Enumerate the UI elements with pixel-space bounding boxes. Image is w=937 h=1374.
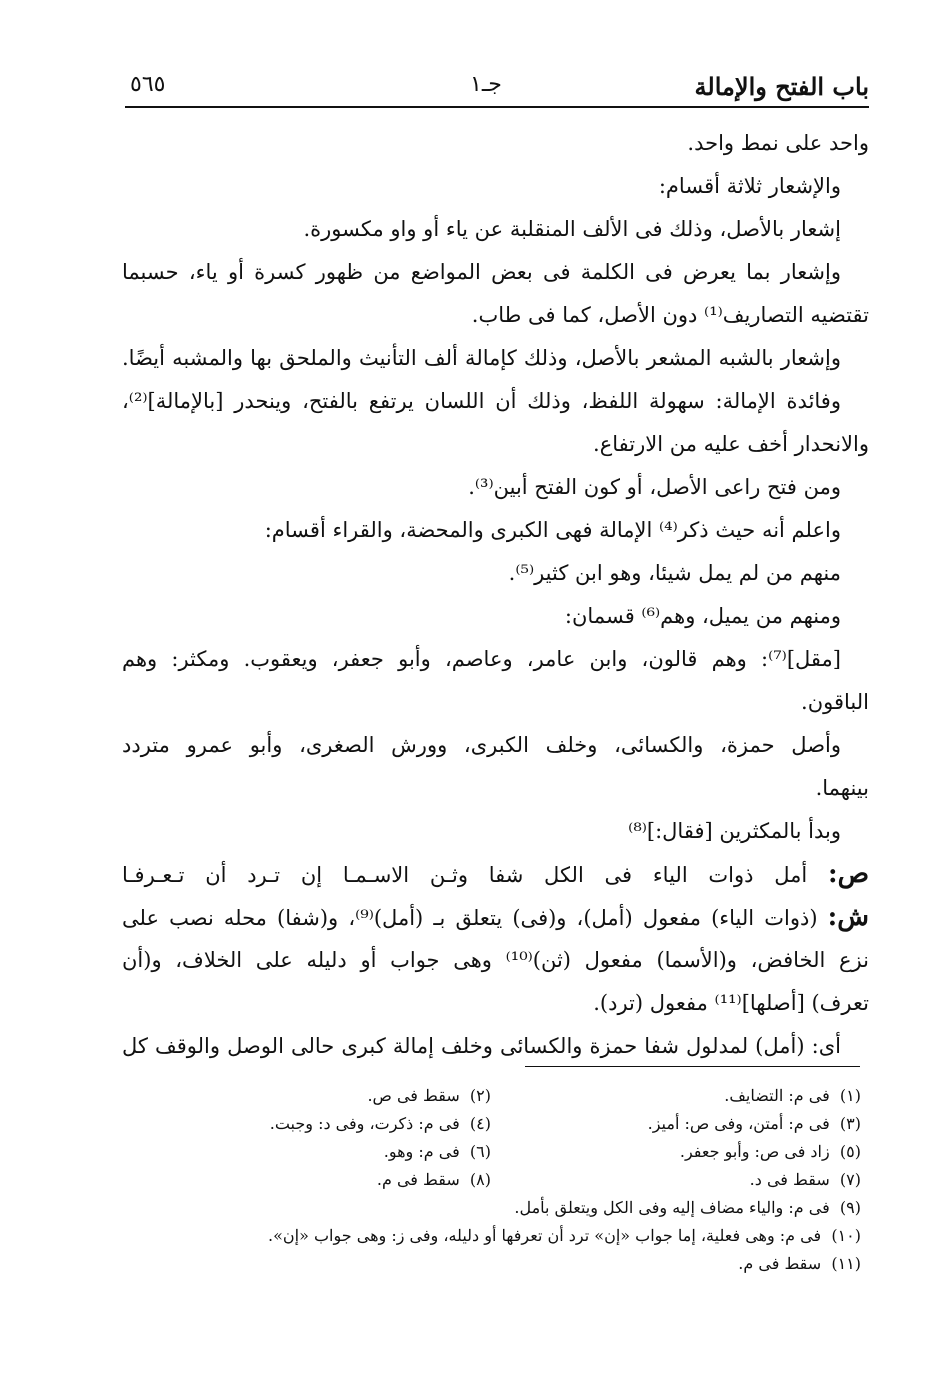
footnote-row — [160, 1222, 861, 1250]
volume-label: جـ١ — [470, 72, 502, 97]
text-line: وإشعار بالشبه المشعر بالأصل، وذلك كإمالة ألف التأنيث والملحق بها والمشبه أيضًا. — [122, 346, 841, 370]
commentary-text: (ذوات الياء) مفعول (أمل)، و(فى) يتعلق بـ (أمل)⁽⁹⁾، و(شفا) محله نصب على — [122, 906, 818, 930]
main-text — [122, 122, 869, 1068]
text-line: والانحدار أخف عليه من الارتفاع. — [593, 432, 869, 456]
text-line: بينهما. — [815, 776, 869, 800]
footnote: (٨) سقط فى م. — [376, 1170, 491, 1189]
text-line: ومنهم من يميل، وهم⁽⁶⁾ قسمان: — [564, 604, 841, 628]
footnote: (٧) سقط فى د. — [749, 1170, 861, 1189]
footnotes — [160, 1082, 861, 1278]
text-line: أى: (أمل) لمدلول شفا حمزة والكسائى وخلف إمالة كبرى حالى الوصل والوقف كل — [122, 1034, 841, 1058]
footnote: (١) فى م: التضايف. — [724, 1086, 861, 1105]
footnote: (٥) زاد فى ص: وأبو جعفر. — [679, 1142, 861, 1161]
verse-marker: ص: — [827, 859, 869, 889]
text-line: والإشعار ثلاثة أقسام: — [658, 174, 841, 198]
footnote-row — [160, 1194, 861, 1222]
text-line: وبدأ بالمكثرين [فقال:]⁽⁸⁾ — [628, 819, 841, 843]
text-line: ومن فتح راعى الأصل، أو كون الفتح أبين⁽³⁾. — [468, 475, 841, 499]
text-line: تقتضيه التصاريف⁽¹⁾ دون الأصل، كما فى طاب. — [471, 303, 869, 327]
footnote-row — [160, 1110, 861, 1138]
footnote: (١١) سقط فى م. — [738, 1254, 861, 1273]
footnote: (٤) فى م: ذكرت، وفى د: وجبت. — [269, 1114, 491, 1133]
commentary-line — [122, 896, 869, 939]
footnote: (٣) فى م: أمتن، وفى ص: أميز. — [647, 1114, 861, 1133]
chapter-title: باب الفتح والإمالة — [694, 72, 869, 101]
page-number: ٥٦٥ — [130, 72, 166, 97]
verse-line — [122, 853, 869, 896]
footnote: (٦) فى م: وهو. — [383, 1142, 491, 1161]
footnote: (٩) فى م: والياء مضاف إليه وفى الكل ويتعلق بأمل. — [514, 1198, 861, 1217]
commentary-marker: ش: — [827, 902, 869, 932]
text-line: [مقل]⁽⁷⁾: وهم قالون، وابن عامر، وعاصم، وأبو جعفر، ويعقوب. ومكثر: وهم — [122, 647, 841, 671]
footnote-rule — [525, 1066, 860, 1067]
text-line: وأصل حمزة، والكسائى، وخلف الكبرى، وورش الصغرى، وأبو عمرو متردد — [122, 733, 841, 757]
text-line: وفائدة الإمالة: سهولة اللفظ، وذلك أن اللسان يرتفع بالفتح، وينحدر [بالإمالة]⁽²⁾، — [122, 389, 841, 413]
text-line: واحد على نمط واحد. — [687, 131, 869, 155]
footnote: (١٠) فى م: وهى فعلية، إما جواب «إن» ترد أن تعرفها أو دليله، وفى ز: وهى جواب «إن». — [268, 1226, 861, 1245]
footnote-row — [160, 1082, 861, 1110]
text-line: وإشعار بما يعرض فى الكلمة فى بعض المواضع من ظهور كسرة أو ياء، حسبما — [122, 260, 841, 284]
footnote-row — [160, 1138, 861, 1166]
footnote: (٢) سقط فى ص. — [367, 1086, 491, 1105]
header-rule — [125, 106, 869, 108]
text-line: الباقون. — [801, 690, 869, 714]
text-line: واعلم أنه حيث ذكر⁽⁴⁾ الإمالة فهى الكبرى والمحضة، والقراء أقسام: — [264, 518, 841, 542]
footnote-row — [160, 1250, 861, 1278]
text-line: منهم من لم يمل شيئا، وهو ابن كثير⁽⁵⁾. — [508, 561, 841, 585]
page-header — [130, 64, 869, 104]
verse-text: أمل ذوات الياء فى الكل شفا وثـن الاسـمـا إن تـرد أن تـعـرفـا — [122, 863, 808, 887]
footnote-row — [160, 1166, 861, 1194]
text-line: إشعار بالأصل، وذلك فى الألف المنقلبة عن ياء أو واو مكسورة. — [303, 217, 841, 241]
text-line: تعرف) [أصلها]⁽¹¹⁾ مفعول (ترد). — [593, 991, 869, 1015]
text-line: نزع الخافض، و(الأسما) مفعول (ثن)⁽¹⁰⁾ وهى جواب أو دليله على الخلاف، و(أن — [122, 948, 869, 972]
